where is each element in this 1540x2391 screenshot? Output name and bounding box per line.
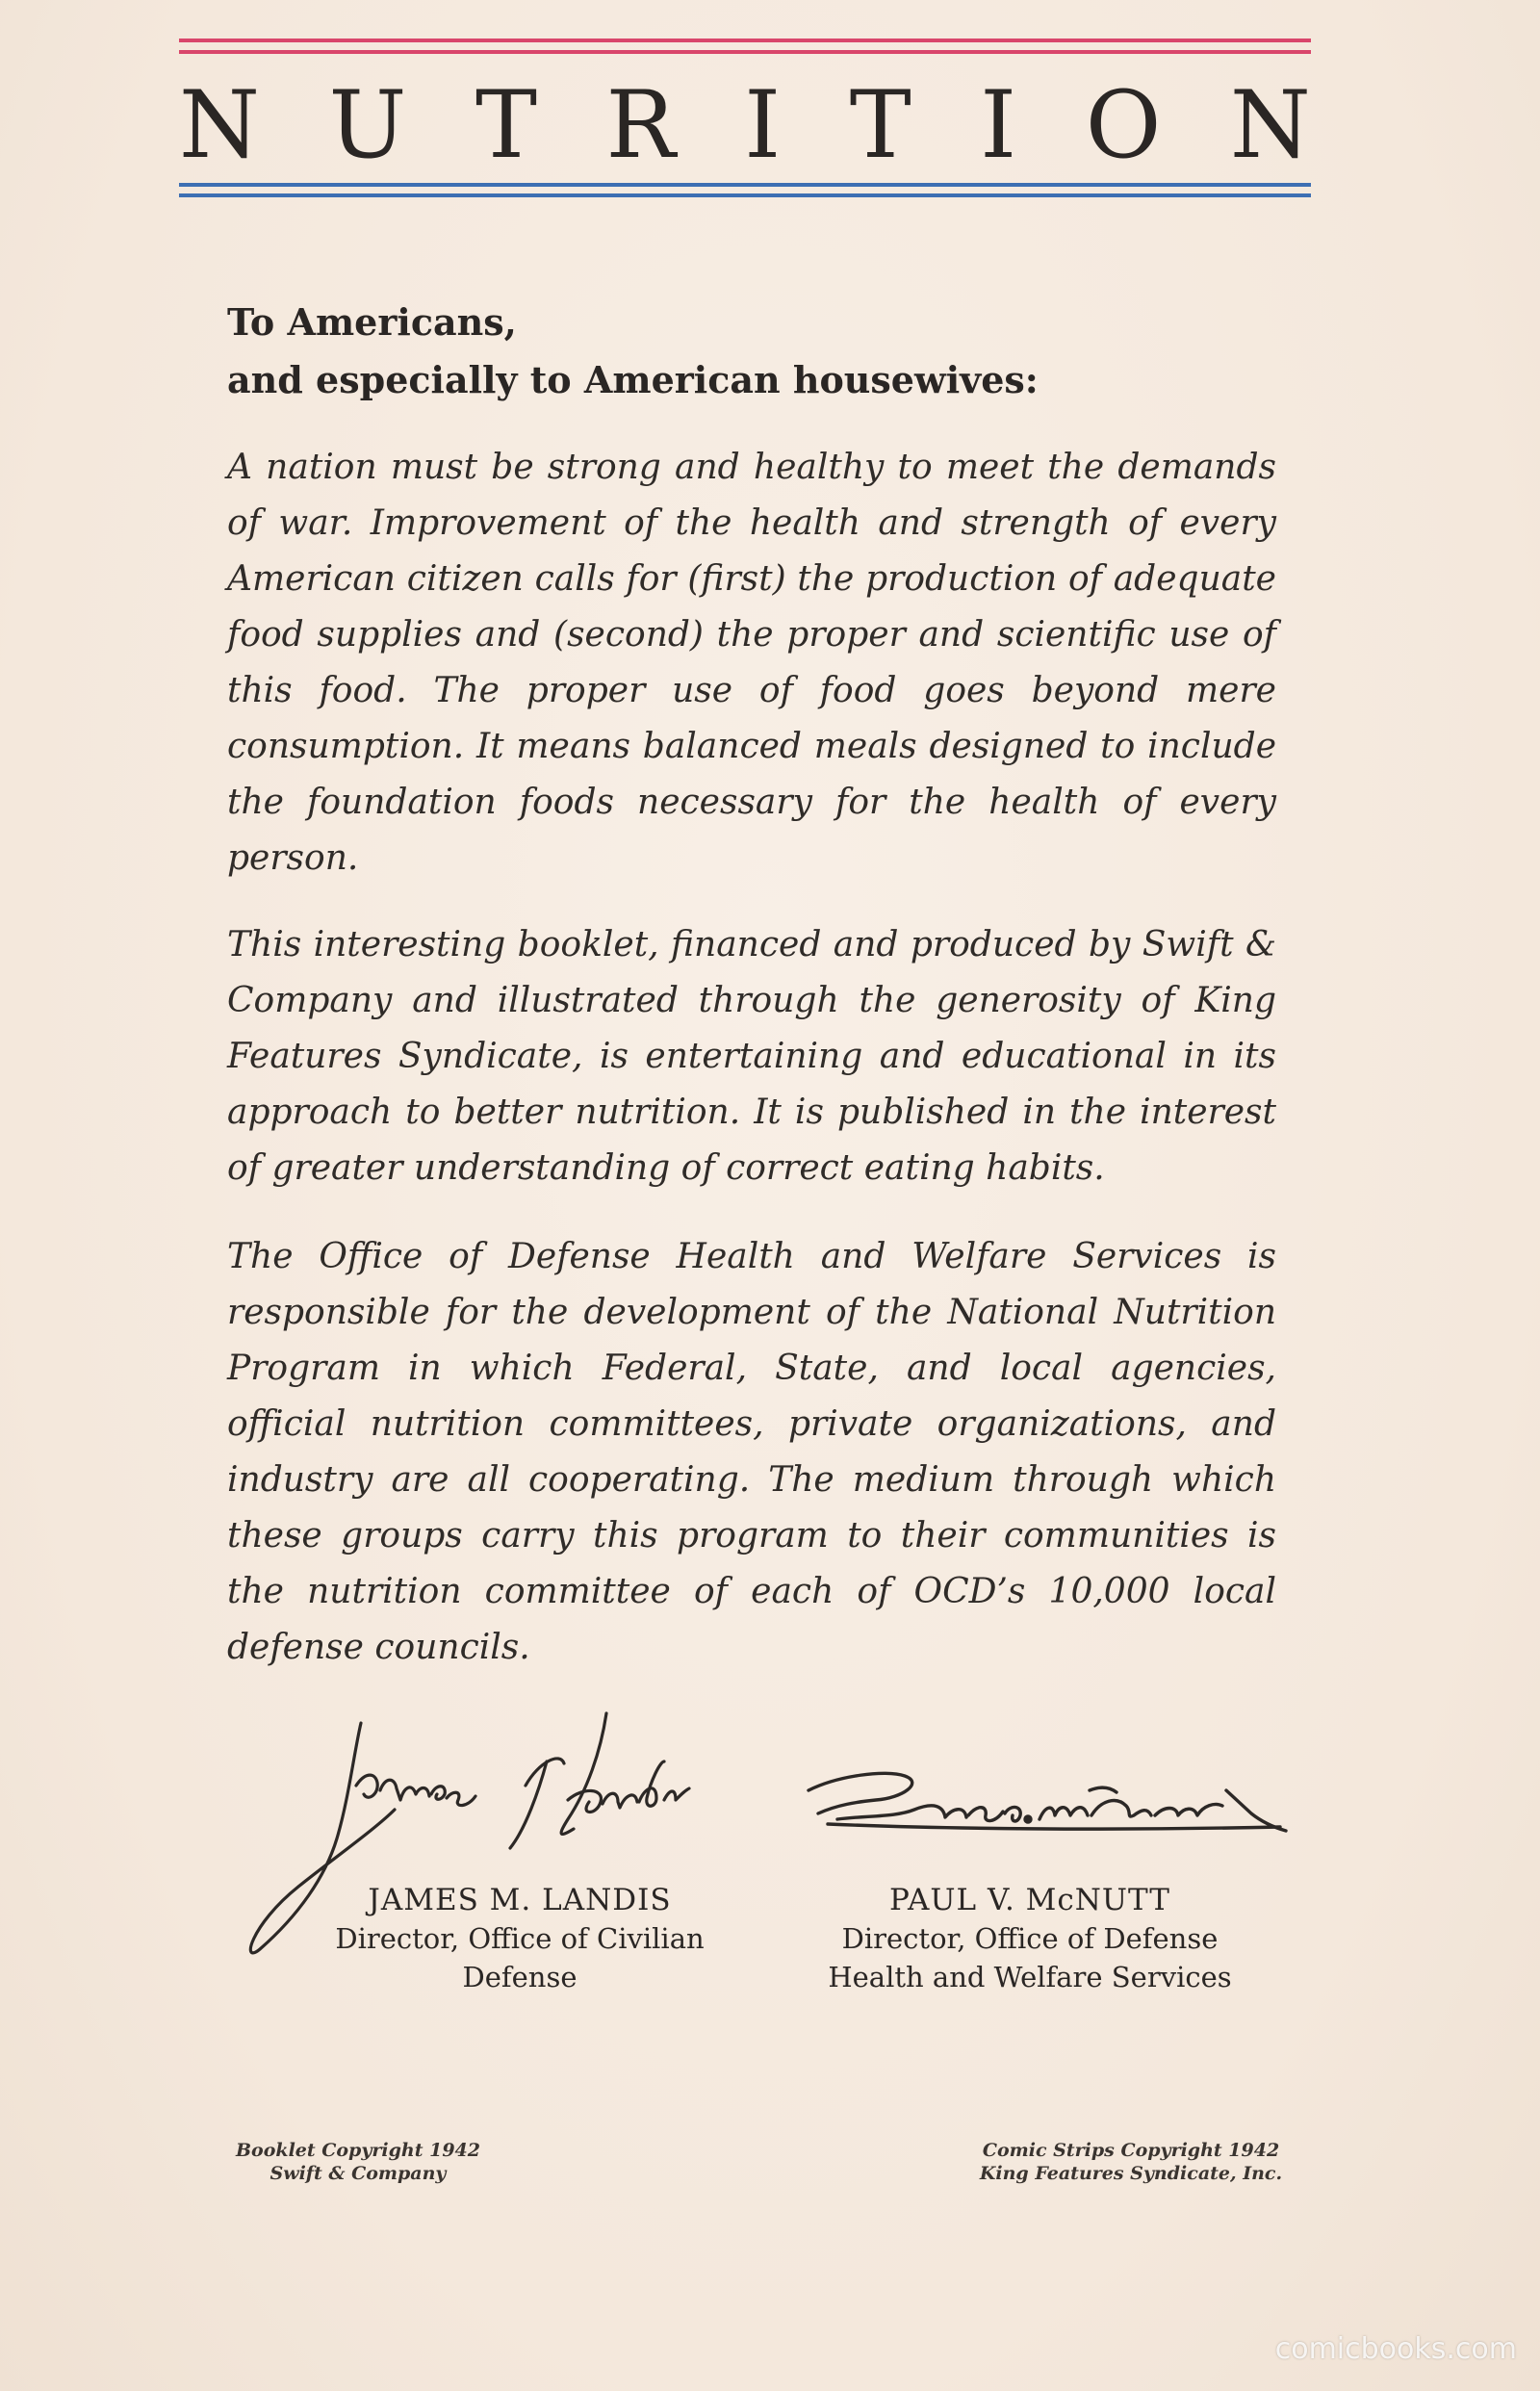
signatory-landis (298, 1881, 741, 1996)
signatory-name: PAUL V. McNUTT (889, 1883, 1170, 1917)
title-letter: R (605, 71, 676, 179)
signatory-name: JAMES M. LANDIS (368, 1883, 672, 1917)
title-rule-blue-1 (179, 183, 1311, 187)
signatory-title-line-1: Director, Office of Civilian (335, 1922, 705, 1955)
greeting-line-2: and especially to American housewives: (227, 358, 1039, 401)
title-letter: I (744, 71, 782, 179)
copyright-line-1: Booklet Copyright 1942 (236, 2140, 480, 2161)
title-letter: O (1085, 71, 1162, 179)
signatory-mcnutt (808, 1881, 1251, 1996)
copyright-line-2: King Features Syndicate, Inc. (979, 2163, 1283, 2184)
body-paragraph-3: The Office of Defense Health and Welfare Services is responsible for the development of the National Nutrition Program in which Federal, State, and local agencies, official nutrition committees, private organizations, and industry are all cooperating. The medium through which these groups carry this program to their communities is the nutrition committee of each of OCD’s 10,000 local defense councils. (227, 1237, 1276, 1667)
watermark: comicbooks.com (1274, 2332, 1517, 2366)
copyright-booklet (223, 2139, 493, 2185)
title-letter: U (328, 71, 407, 179)
title-letter: T (475, 71, 537, 179)
body-paragraph-2: This interesting booklet, financed and produced by Swift & Company and illustrated through the generosity of King Features Syndicate, is entertaining and educational in its approach to better nutrition. It is published in the interest of greater understanding of correct eating habits. (227, 925, 1276, 1188)
signature-paul-v-mcnutt (799, 1752, 1299, 1867)
greeting (227, 294, 1039, 409)
title-letter: T (849, 71, 911, 179)
title-letter: I (980, 71, 1017, 179)
top-rule-red-2 (179, 50, 1311, 54)
copyright-comic-strips (972, 2139, 1290, 2185)
top-rule-red-1 (179, 39, 1311, 42)
signatory-title-line-2: Health and Welfare Services (828, 1961, 1232, 1993)
greeting-line-1: To Americans, (227, 300, 517, 344)
title-rule-blue-2 (179, 193, 1311, 197)
signatory-title-line-2: Defense (462, 1961, 578, 1993)
page-title (179, 67, 1311, 183)
signatory-title-line-1: Director, Office of Defense (841, 1922, 1219, 1955)
title-letter: N (1229, 71, 1311, 179)
body-paragraph-1: A nation must be strong and healthy to meet the demands of war. Improvement of the health and strength of every American citizen calls for (first) the production of adequate food supplies and (second) the proper and scientific use of this food. The proper use of food goes beyond mere consumption. It means balanced meals designed to include the foundation foods necessary for the health of every person. (227, 448, 1276, 878)
copyright-line-1: Comic Strips Copyright 1942 (982, 2140, 1280, 2161)
title-letter: N (179, 71, 260, 179)
copyright-line-2: Swift & Company (270, 2163, 447, 2184)
